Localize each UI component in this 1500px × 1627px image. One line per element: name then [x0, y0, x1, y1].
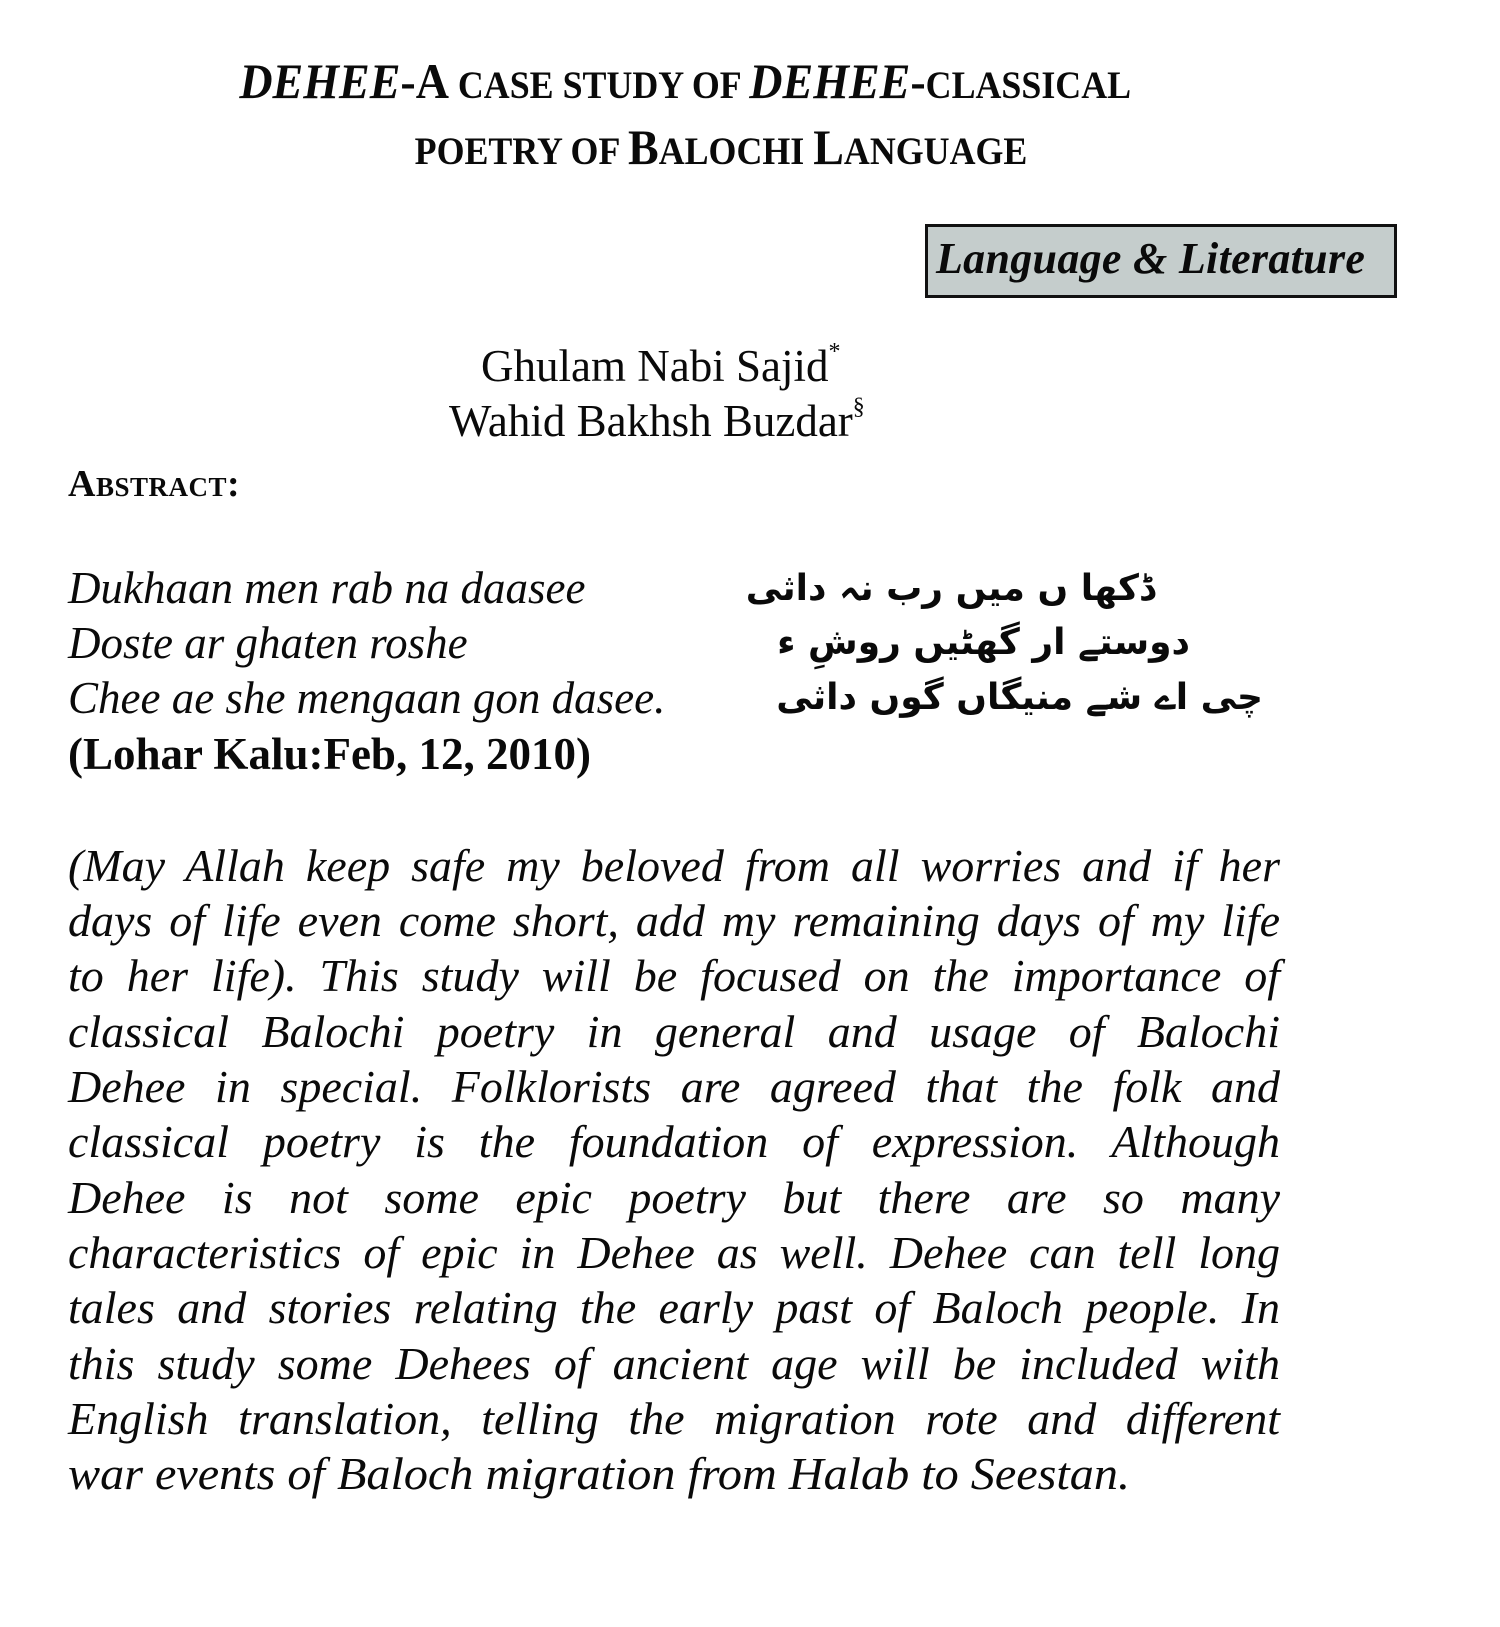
title-segment: - [910, 53, 926, 109]
author-footnote-mark: § [852, 394, 865, 420]
paragraph-line: English translation, telling the migration rote and different [68, 1393, 1280, 1444]
verse-roman-line: Dukhaan men rab na daasee [68, 563, 586, 613]
title-segment: POETRY OF [414, 130, 629, 173]
verse-urdu-line: چی اے شے منیگاں گوں داثی [776, 677, 1263, 718]
paragraph-line: characteristics of epic in Dehee as well. Dehee can tell long [68, 1227, 1280, 1278]
author-name: Ghulam Nabi Sajid [481, 341, 829, 391]
title-segment: CLASSICAL [925, 64, 1132, 107]
paper-title-line-1 [0, 52, 1375, 110]
verse-urdu-line: دوستے ار گھٹیں روشِ ء [777, 622, 1190, 663]
paragraph-line: war events of Baloch migration from Halab to Seestan. [68, 1448, 1130, 1499]
author-2 [449, 395, 865, 447]
author-footnote-mark: * [828, 339, 841, 365]
title-segment: D [749, 53, 783, 109]
verse-citation: (Lohar Kalu:Feb, 12, 2010) [68, 729, 591, 779]
paragraph-line: classical poetry is the foundation of expression. Although [68, 1116, 1280, 1167]
title-segment: DEHEE [239, 53, 401, 109]
category-badge [925, 224, 1397, 298]
title-segment: ANGUAGE [843, 130, 1028, 173]
verse-urdu-line: ڈکھا ں میں رب نہ داثی [745, 568, 1155, 609]
paragraph-line: days of life even come short, add my remaining days of my life [68, 895, 1280, 946]
title-segment: EHEE [782, 53, 911, 109]
category-badge-label: Language & Literature [936, 234, 1366, 283]
title-segment: CASE STUDY OF [457, 64, 750, 107]
paragraph-line: tales and stories relating the early past of Baloch people. In [68, 1282, 1280, 1333]
abstract-heading: Abstract: [68, 463, 241, 505]
author-name: Wahid Bakhsh Buzdar [449, 396, 853, 446]
paragraph-line: classical Balochi poetry in general and usage of Balochi [68, 1006, 1280, 1057]
paragraph-line: this study some Dehees of ancient age will be included with [68, 1338, 1280, 1389]
title-segment: -A [400, 53, 458, 109]
title-segment: L [813, 119, 844, 175]
paragraph-line: Dehee in special. Folklorists are agreed that the folk and [68, 1061, 1280, 1112]
verse-roman-line: Doste ar ghaten roshe [68, 618, 468, 668]
title-segment: ALOCHI [658, 130, 814, 173]
paper-title-line-2 [31, 118, 1411, 176]
paragraph-line: Dehee is not some epic poetry but there are so many [68, 1172, 1280, 1223]
paragraph-line: (May Allah keep safe my beloved from all worries and if her [68, 840, 1280, 891]
verse-roman-line: Chee ae she mengaan gon dasee. [68, 673, 666, 723]
title-segment: B [628, 119, 659, 175]
author-1 [481, 340, 840, 392]
paragraph-line: to her life). This study will be focused on the importance of [68, 950, 1280, 1001]
